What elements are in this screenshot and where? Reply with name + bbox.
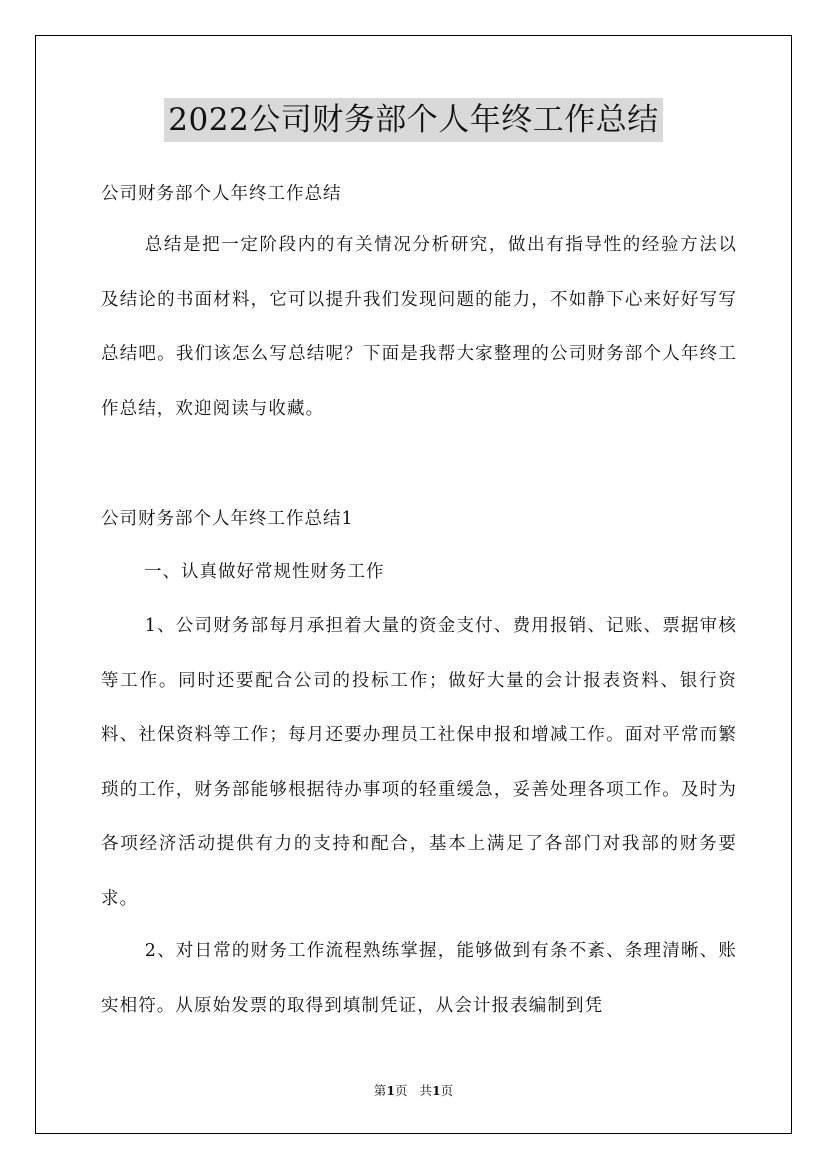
section-title: 公司财务部个人年终工作总结1 xyxy=(101,509,354,529)
body-paragraph-1: 1、公司财务部每月承担着大量的资金支付、费用报销、记账、票据审核等工作。同时还要配合公司的投标工作；做好大量的会计报表资料、银行资料、社保资料等工作；每月还要办理员工社保申报和增减工作。面对平常而繁琐的工作，财务部能够根据待办事项的轻重缓急，妥善处理各项工作。及时为各项经济活动提供有力的支持和配合，基本上满足了各部门对我部的财务要求。 xyxy=(101,616,737,909)
document-title-wrap xyxy=(0,98,827,142)
footer-page-num: 1 xyxy=(386,1083,396,1098)
document-subtitle: 公司财务部个人年终工作总结 xyxy=(101,184,342,204)
body-paragraph-2: 2、对日常的财务工作流程熟练掌握，能够做到有条不紊、条理清晰、账实相符。从原始发票的取得到填制凭证，从会计报表编制到凭 xyxy=(101,941,737,1016)
section-heading: 一、认真做好常规性财务工作 xyxy=(144,562,385,582)
footer-total-num: 1 xyxy=(431,1083,441,1098)
footer-total-suffix: 页 xyxy=(440,1083,454,1098)
page-footer xyxy=(0,1082,827,1100)
document-title: 2022公司财务部个人年终工作总结 xyxy=(164,98,662,142)
footer-page-suffix: 页 xyxy=(395,1083,408,1098)
footer-page-prefix: 第 xyxy=(373,1083,387,1098)
intro-paragraph: 总结是把一定阶段内的有关情况分析研究，做出有指导性的经验方法以及结论的书面材料，它可以提升我们发现问题的能力，不如静下心来好好写写总结吧。我们该怎么写总结呢？下面是我帮大家整理的公司财务部个人年终工作总结，欢迎阅读与收藏。 xyxy=(101,235,737,419)
footer-total-prefix: 共 xyxy=(419,1083,432,1098)
